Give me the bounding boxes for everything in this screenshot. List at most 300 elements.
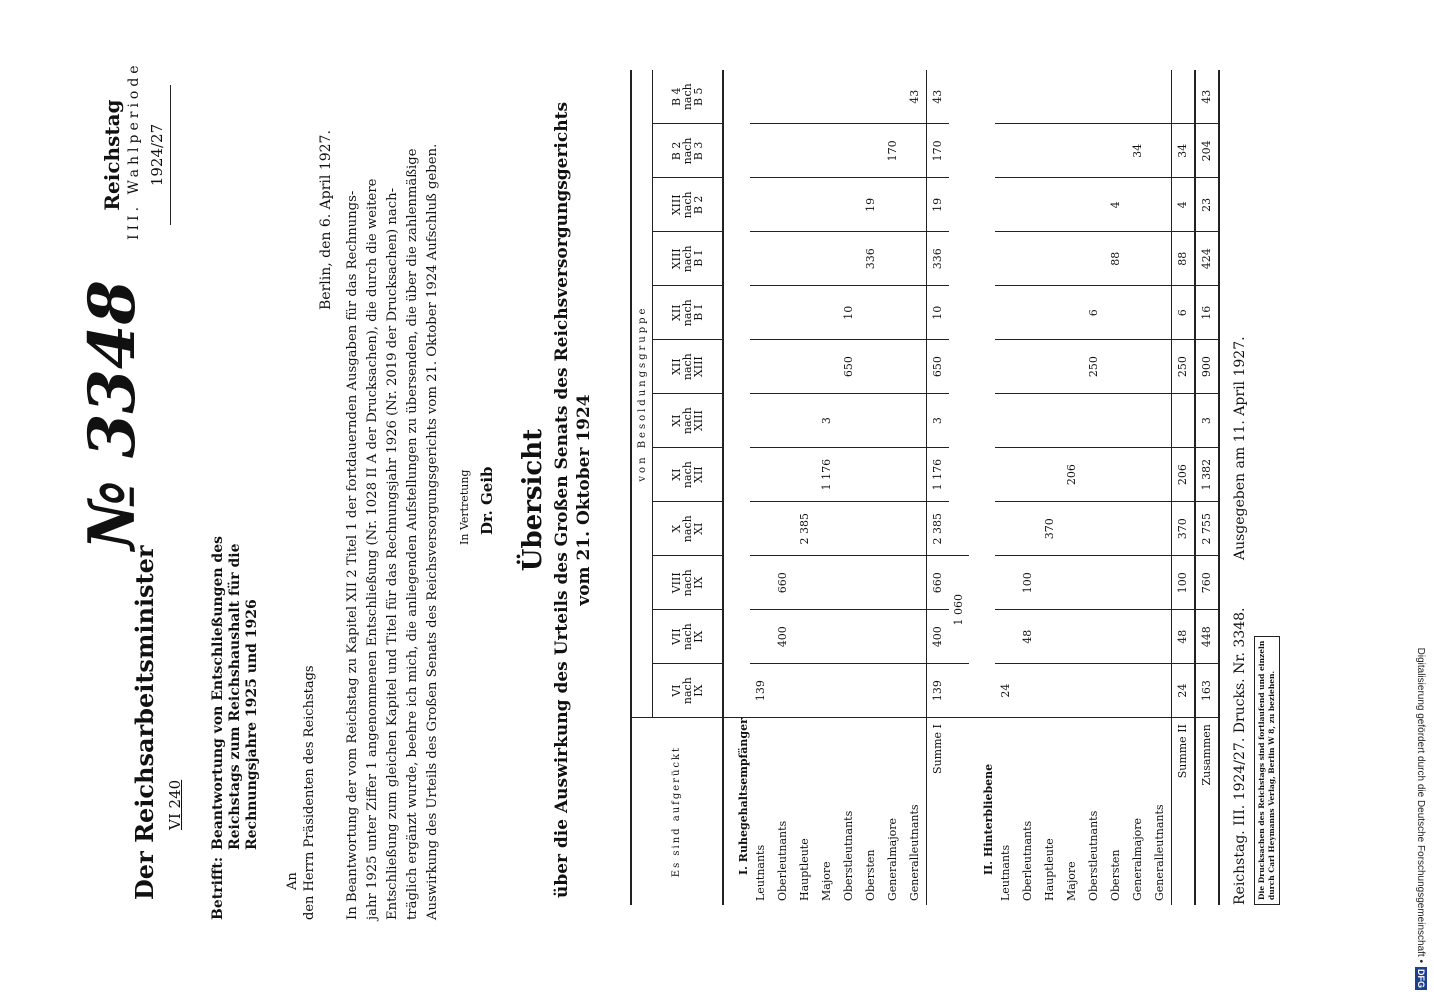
table-cell xyxy=(816,232,838,286)
column-header xyxy=(653,340,723,394)
table-cell xyxy=(1105,448,1127,502)
table-cell: 2 755 xyxy=(1195,502,1219,556)
table-cell xyxy=(838,70,860,124)
table-cell xyxy=(794,610,816,664)
table-cell: 43 xyxy=(926,70,949,124)
table-cell xyxy=(838,394,860,448)
table-cell: 2 385 xyxy=(794,502,816,556)
overview-subtitle-date: vom 21. Oktober 1924 xyxy=(574,394,594,606)
table-cell xyxy=(1149,448,1172,502)
table-cell: 760 xyxy=(1195,556,1219,610)
table-cell xyxy=(995,70,1017,124)
table-cell xyxy=(1149,340,1172,394)
column-header-line: XI xyxy=(669,468,683,481)
table-row xyxy=(816,70,838,905)
table-cell xyxy=(750,232,772,286)
table-cell xyxy=(1105,664,1127,718)
row-label: Obersten xyxy=(864,849,877,901)
column-header xyxy=(653,502,723,556)
address-recipient: den Herrn Präsidenten des Reichstags xyxy=(302,665,317,920)
electoral-period: III. Wahlperiode xyxy=(126,61,142,240)
row-label: Generalmajore xyxy=(886,817,899,901)
table-cell xyxy=(838,178,860,232)
table-cell xyxy=(1061,610,1083,664)
table-cell xyxy=(904,394,927,448)
table-cell xyxy=(1061,556,1083,610)
table-cell xyxy=(995,340,1017,394)
table-cell xyxy=(995,448,1017,502)
overview-subtitle: über die Auswirkung des Urteils des Großen Senats des Reichsversorgungsgerichts xyxy=(552,101,572,899)
body-line: jahr 1925 unter Ziffer 1 angenommenen Entschließung (Nr. 1028 II A der Drucksachen), die durch die weitere xyxy=(365,178,380,920)
table-cell xyxy=(794,232,816,286)
column-header-line: nach xyxy=(680,353,694,381)
table-cell xyxy=(794,340,816,394)
table-cell xyxy=(1017,502,1039,556)
table-cell xyxy=(794,286,816,340)
table-cell xyxy=(904,124,927,178)
column-header-line: nach xyxy=(680,245,694,273)
table-cell xyxy=(995,178,1017,232)
footer-note xyxy=(1254,636,1280,905)
table-cell xyxy=(904,178,927,232)
sum-label: Summe II xyxy=(1171,718,1195,905)
table-cell: 170 xyxy=(926,124,949,178)
table-cell: 370 xyxy=(1039,502,1061,556)
table-cell: 250 xyxy=(1083,340,1105,394)
table-cell: 24 xyxy=(1171,664,1195,718)
table-cell xyxy=(904,232,927,286)
table-cell xyxy=(1083,610,1105,664)
table-cell xyxy=(1017,286,1039,340)
table-cell: 19 xyxy=(860,178,882,232)
table-cell xyxy=(904,448,927,502)
table-cell xyxy=(750,178,772,232)
table-cell xyxy=(838,502,860,556)
table-cell xyxy=(1105,70,1127,124)
table-cell xyxy=(772,502,794,556)
row-label: Hauptleute xyxy=(798,838,811,901)
table-cell: 24 xyxy=(995,664,1017,718)
table-cell xyxy=(794,70,816,124)
column-header-line: nach xyxy=(680,83,694,111)
column-header-line: B 4 xyxy=(669,87,683,107)
table-cell xyxy=(1127,178,1149,232)
column-header xyxy=(653,556,723,610)
table-cell: 23 xyxy=(1195,178,1219,232)
row-label: Oberstleutnants xyxy=(1087,810,1100,901)
table-cell xyxy=(1083,124,1105,178)
subject-line: Rechnungsjahre 1925 und 1926 xyxy=(244,599,260,850)
table-row xyxy=(838,70,860,905)
column-header-line: nach xyxy=(680,515,694,543)
column-header-line: nach xyxy=(680,407,694,435)
table-cell xyxy=(1017,178,1039,232)
column-header-line: XI xyxy=(669,414,683,427)
table-cell xyxy=(882,556,904,610)
table-cell: 1 382 xyxy=(1195,448,1219,502)
table-cell xyxy=(860,340,882,394)
table-cell xyxy=(838,664,860,718)
column-header xyxy=(653,232,723,286)
table-row xyxy=(1105,70,1127,905)
table-cell: 100 xyxy=(1171,556,1195,610)
table-cell xyxy=(750,502,772,556)
table-cell xyxy=(772,340,794,394)
ministry-heading: Der Reichsarbeitsminister xyxy=(130,545,159,900)
table-cell xyxy=(1039,448,1061,502)
table-cell xyxy=(1149,664,1172,718)
table-cell xyxy=(1105,394,1127,448)
row-label: Leutnants xyxy=(999,844,1012,901)
table-row xyxy=(1149,70,1172,905)
table-cell: 336 xyxy=(926,232,949,286)
table-cell xyxy=(1061,178,1083,232)
table-cell xyxy=(1149,610,1172,664)
column-header-line: B I xyxy=(691,304,705,321)
table-row xyxy=(1039,70,1061,905)
table-row xyxy=(794,70,816,905)
table-cell xyxy=(772,448,794,502)
document-number: № 3348 xyxy=(75,280,150,550)
table-cell: 88 xyxy=(1105,232,1127,286)
table-cell xyxy=(1039,178,1061,232)
table-cell: 88 xyxy=(1171,232,1195,286)
body-text xyxy=(343,144,443,920)
table-cell: 206 xyxy=(1061,448,1083,502)
column-header-line: XIII xyxy=(691,356,705,378)
table-cell: 43 xyxy=(904,70,927,124)
table-cell xyxy=(1149,286,1172,340)
reference-number: VI 240 xyxy=(166,779,184,830)
table-cell xyxy=(995,556,1017,610)
column-header-line: XIII xyxy=(669,194,683,216)
table-cell xyxy=(816,340,838,394)
table-cell xyxy=(772,124,794,178)
column-header-line: nach xyxy=(680,191,694,219)
table-cell xyxy=(1149,556,1172,610)
column-header-line: B 2 xyxy=(691,195,705,215)
subject-line: Beantwortung von Entschließungen des xyxy=(210,535,226,850)
column-header-line: nach xyxy=(680,623,694,651)
column-header-line: VIII xyxy=(669,572,683,594)
table-cell xyxy=(1105,556,1127,610)
table-cell xyxy=(1017,124,1039,178)
digitization-text: Digitalisierung gefördert durch die Deutsche Forschungsgemeinschaft • xyxy=(1415,647,1426,963)
table-cell xyxy=(882,70,904,124)
table-cell xyxy=(1127,502,1149,556)
table-cell: 4 xyxy=(1105,178,1127,232)
table-row xyxy=(1017,70,1039,905)
column-header xyxy=(653,448,723,502)
column-header-line: nach xyxy=(680,461,694,489)
dateline: Berlin, den 6. April 1927. xyxy=(318,130,334,310)
table-cell xyxy=(1083,502,1105,556)
table-cell xyxy=(750,286,772,340)
table-cell xyxy=(838,448,860,502)
table-cell xyxy=(1105,502,1127,556)
table-cell xyxy=(750,70,772,124)
overview-table xyxy=(630,70,1220,905)
body-line: träglich ergänzt wurde, beehre ich mich, die anliegenden Aufstellungen zu übersenden, die über die zahlenmäßige xyxy=(405,148,420,920)
combined-sum: 1 060 xyxy=(949,556,969,664)
table-cell xyxy=(1127,610,1149,664)
table-cell xyxy=(1083,448,1105,502)
table-cell xyxy=(1061,664,1083,718)
table-row xyxy=(1083,70,1105,905)
row-label: Generalmajore xyxy=(1131,817,1144,901)
table-cell xyxy=(860,286,882,340)
table-cell xyxy=(1039,664,1061,718)
table-cell xyxy=(995,124,1017,178)
table-cell: 336 xyxy=(860,232,882,286)
table-cell xyxy=(750,610,772,664)
table-cell xyxy=(1149,232,1172,286)
table-cell xyxy=(1083,70,1105,124)
body-line: Entschließung zum gleichen Kapitel und Titel für das Rechnungsjahr 1926 (Nr. 2019 der Drucksachen) nach- xyxy=(385,187,400,920)
section-title: II. Hinterbliebene xyxy=(981,763,995,875)
table-cell xyxy=(1017,232,1039,286)
table-cell xyxy=(772,394,794,448)
table-cell xyxy=(1105,124,1127,178)
column-header xyxy=(653,286,723,340)
column-header-line: IX xyxy=(691,684,705,697)
table-cell xyxy=(882,340,904,394)
table-cell xyxy=(816,610,838,664)
table-cell xyxy=(1083,664,1105,718)
section-title: I. Ruhegehaltsempfänger xyxy=(723,718,750,905)
table-cell xyxy=(794,448,816,502)
table-cell xyxy=(1171,394,1195,448)
table-cell xyxy=(1061,232,1083,286)
sum-label: Zusammen xyxy=(1195,718,1219,905)
column-header-line: nach xyxy=(680,299,694,327)
row-label: Hauptleute xyxy=(1043,838,1056,901)
body-line: In Beantwortung der vom Reichstag zu Kapitel XII 2 Titel 1 der fortdauernden Ausgaben für das Rechnungs- xyxy=(345,190,360,920)
table-cell xyxy=(794,664,816,718)
column-header-line: XII xyxy=(691,466,705,483)
column-header xyxy=(653,394,723,448)
table-cell xyxy=(1083,394,1105,448)
column-header-line: B I xyxy=(691,250,705,267)
row-label: Majore xyxy=(1065,861,1078,901)
table-cell xyxy=(882,394,904,448)
table-cell xyxy=(860,502,882,556)
table-cell xyxy=(1061,286,1083,340)
table-cell xyxy=(860,394,882,448)
table-cell: 4 xyxy=(1171,178,1195,232)
table-cell xyxy=(772,664,794,718)
row-label: Oberleutnants xyxy=(1021,820,1034,901)
table-cell xyxy=(1017,70,1039,124)
table-cell xyxy=(882,232,904,286)
table-cell xyxy=(1039,286,1061,340)
table-cell: 3 xyxy=(926,394,949,448)
table-cell xyxy=(794,556,816,610)
table-cell xyxy=(882,448,904,502)
table-cell xyxy=(860,610,882,664)
table-cell xyxy=(750,448,772,502)
dfg-logo: DFG xyxy=(1416,969,1426,988)
table-cell xyxy=(816,664,838,718)
table-cell: 650 xyxy=(926,340,949,394)
column-header-line: nach xyxy=(680,677,694,705)
table-cell: 206 xyxy=(1171,448,1195,502)
table-cell xyxy=(838,232,860,286)
table-cell xyxy=(1039,70,1061,124)
table-cell: 3 xyxy=(1195,394,1219,448)
table-cell xyxy=(1061,502,1083,556)
table-cell xyxy=(1171,70,1195,124)
subject-text xyxy=(210,536,261,850)
row-label: Oberstleutnants xyxy=(842,810,855,901)
table-cell xyxy=(750,124,772,178)
sum-label: Summe I xyxy=(926,718,949,905)
table-cell: 48 xyxy=(1017,610,1039,664)
table-cell xyxy=(1127,556,1149,610)
footer-note-line: durch Carl Heymanns Verlag, Berlin W 8, zu beziehen. xyxy=(1267,670,1276,900)
table-cell xyxy=(995,502,1017,556)
footer-note-line: Die Drucksachen des Reichstags sind fortlaufend und einzeln xyxy=(1257,640,1266,900)
table-cell xyxy=(1149,124,1172,178)
group-header: von Besoldungsgruppe xyxy=(631,70,653,718)
row-label: Generalleutnants xyxy=(908,804,921,901)
footer-issued: Ausgegeben am 11. April 1927. xyxy=(1232,336,1248,560)
table-cell xyxy=(1105,286,1127,340)
table-cell xyxy=(1149,502,1172,556)
table-cell xyxy=(816,286,838,340)
table-cell xyxy=(816,70,838,124)
table-cell: 43 xyxy=(1195,70,1219,124)
table-cell xyxy=(1105,340,1127,394)
column-header xyxy=(653,610,723,664)
table-cell xyxy=(904,340,927,394)
table-cell: 1 176 xyxy=(926,448,949,502)
column-header-line: XIII xyxy=(691,410,705,432)
table-cell xyxy=(860,70,882,124)
column-header-line: X xyxy=(669,524,683,533)
table-cell xyxy=(860,124,882,178)
table-cell: 19 xyxy=(926,178,949,232)
table-cell xyxy=(1149,178,1172,232)
overview-title: Übersicht xyxy=(518,428,548,572)
table-cell: 400 xyxy=(926,610,949,664)
table-row xyxy=(1127,70,1149,905)
parliament-name: Reichstag xyxy=(100,99,124,211)
table-cell: 900 xyxy=(1195,340,1219,394)
table-cell xyxy=(1017,664,1039,718)
table-cell xyxy=(1127,232,1149,286)
column-header-line: B 5 xyxy=(691,87,705,107)
row-label: Obersten xyxy=(1109,849,1122,901)
column-header-line: XI xyxy=(691,522,705,535)
column-header xyxy=(653,124,723,178)
table-cell xyxy=(1039,556,1061,610)
table-row xyxy=(995,70,1017,905)
table-cell xyxy=(1083,232,1105,286)
column-header-line: XIII xyxy=(669,248,683,270)
table-cell xyxy=(1017,394,1039,448)
table-cell xyxy=(995,286,1017,340)
table-cell: 6 xyxy=(1171,286,1195,340)
table-cell xyxy=(904,502,927,556)
table-cell xyxy=(904,610,927,664)
table-cell xyxy=(1017,340,1039,394)
digitization-note xyxy=(1405,10,1434,990)
table-cell xyxy=(904,286,927,340)
table-cell: 1 176 xyxy=(816,448,838,502)
table-cell xyxy=(904,556,927,610)
table-cell xyxy=(1039,610,1061,664)
table-cell xyxy=(816,124,838,178)
table-cell xyxy=(904,664,927,718)
table-cell xyxy=(1061,70,1083,124)
table-cell xyxy=(1127,448,1149,502)
table-cell xyxy=(816,556,838,610)
table-row xyxy=(904,70,927,905)
table-cell: 660 xyxy=(772,556,794,610)
table-cell xyxy=(838,124,860,178)
column-header-line: IX xyxy=(691,630,705,643)
signature-name: Dr. Geib xyxy=(478,466,496,535)
column-header xyxy=(653,664,723,718)
column-header xyxy=(653,70,723,124)
table-cell xyxy=(882,664,904,718)
table-cell xyxy=(838,556,860,610)
table-cell xyxy=(1061,394,1083,448)
table-cell xyxy=(1083,178,1105,232)
table-cell xyxy=(882,178,904,232)
table-cell xyxy=(1105,610,1127,664)
table-cell: 250 xyxy=(1171,340,1195,394)
table-cell xyxy=(772,70,794,124)
table-cell: 139 xyxy=(926,664,949,718)
table-cell xyxy=(1127,394,1149,448)
subject-label: Betrifft: xyxy=(210,856,226,920)
table-cell: 650 xyxy=(838,340,860,394)
table-cell: 139 xyxy=(750,664,772,718)
column-header-line: B 3 xyxy=(691,141,705,161)
table-cell: 204 xyxy=(1195,124,1219,178)
table-cell xyxy=(995,232,1017,286)
table-cell xyxy=(1083,556,1105,610)
table-cell: 10 xyxy=(926,286,949,340)
table-cell xyxy=(794,124,816,178)
table-cell: 48 xyxy=(1171,610,1195,664)
column-header-line: XII xyxy=(669,358,683,375)
body-line: Auswirkung des Urteils des Großen Senats des Reichsversorgungsgerichts vom 21. Oktober 1924 Aufschluß geben. xyxy=(425,143,440,920)
row-header: Es sind aufgerückt xyxy=(671,745,683,878)
table-cell xyxy=(1039,340,1061,394)
table-cell: 3 xyxy=(816,394,838,448)
table-cell xyxy=(1127,664,1149,718)
table-cell xyxy=(816,502,838,556)
table-cell xyxy=(1061,340,1083,394)
table-cell xyxy=(882,502,904,556)
table-cell xyxy=(882,286,904,340)
table-row xyxy=(860,70,882,905)
table-cell xyxy=(750,394,772,448)
table-cell: 448 xyxy=(1195,610,1219,664)
column-header-line: IX xyxy=(691,576,705,589)
table-cell xyxy=(1017,448,1039,502)
subject-line: Reichstags zum Reichshaushalt für die xyxy=(227,543,243,850)
table-cell: 660 xyxy=(926,556,949,610)
table-cell xyxy=(1039,394,1061,448)
table-cell: 424 xyxy=(1195,232,1219,286)
table-row xyxy=(772,70,794,905)
table-cell: 34 xyxy=(1127,124,1149,178)
table-cell: 2 385 xyxy=(926,502,949,556)
